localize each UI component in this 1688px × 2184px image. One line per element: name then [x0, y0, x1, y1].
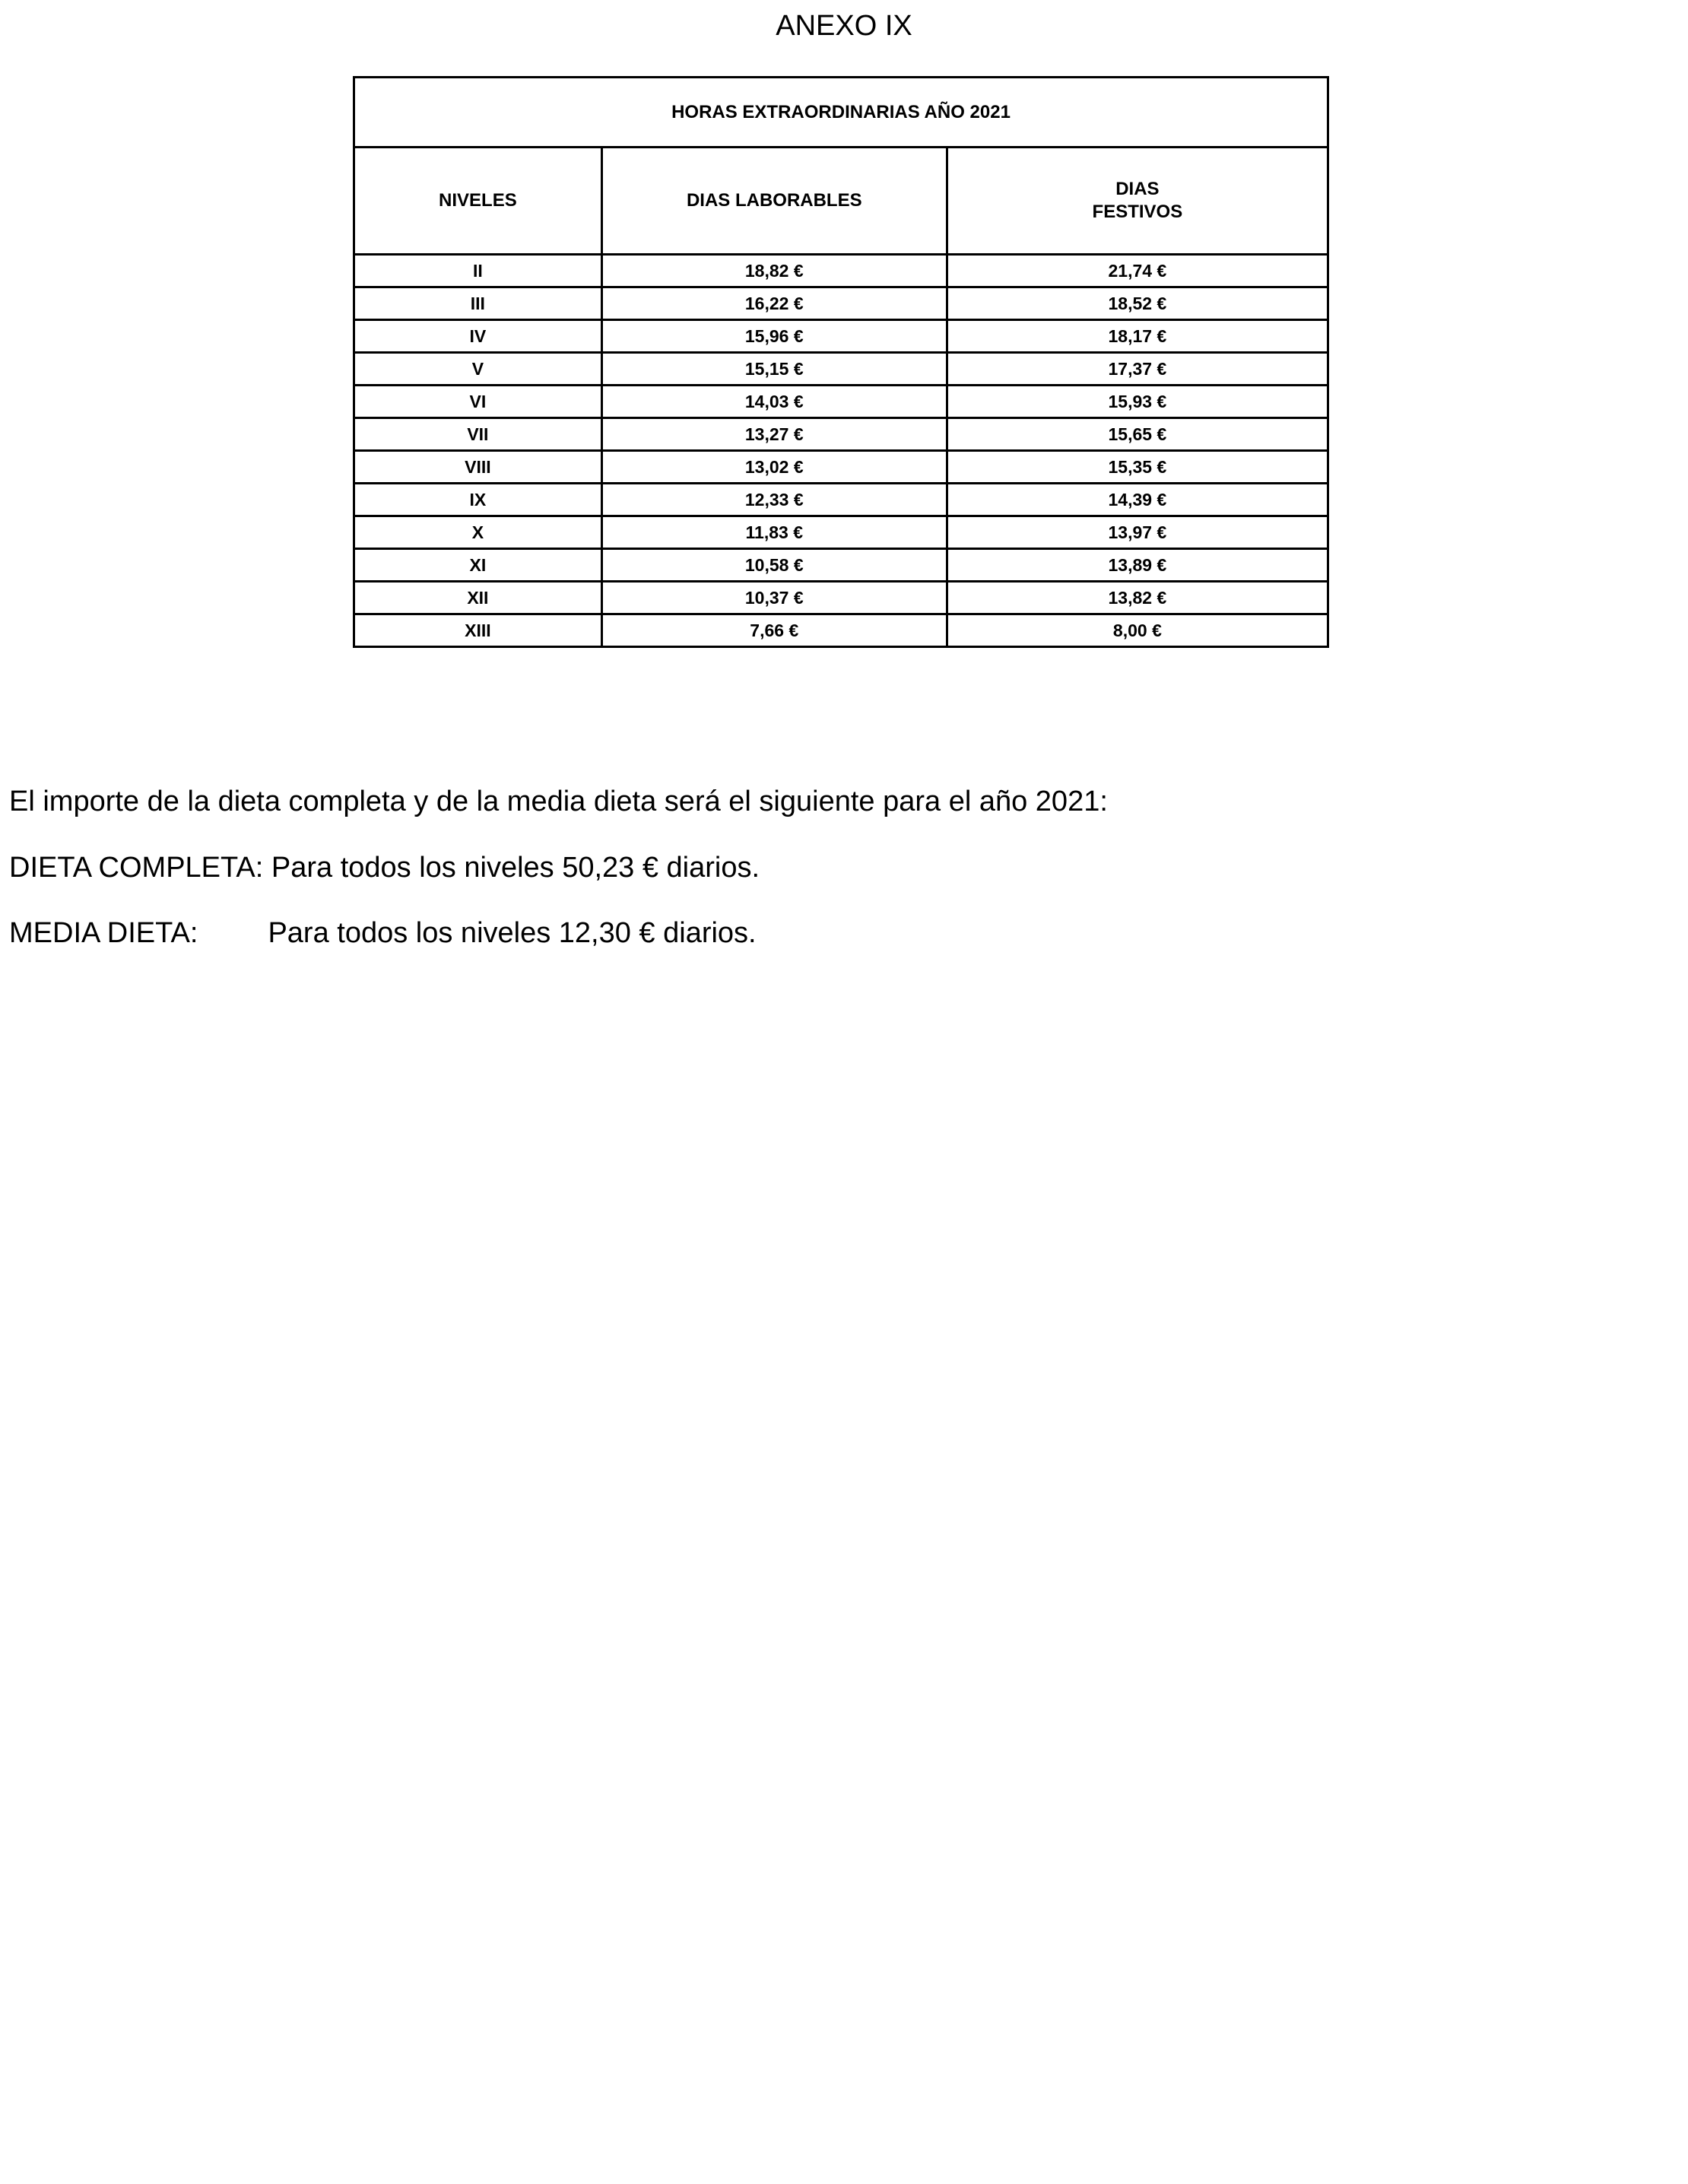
- overtime-rates-table: [353, 76, 1329, 648]
- media-dieta-label: MEDIA DIETA:: [9, 917, 198, 949]
- cell-nivel: VIII: [354, 451, 602, 484]
- cell-festivos: 8,00 €: [947, 614, 1328, 647]
- cell-laborables: 10,58 €: [601, 549, 947, 582]
- table-caption-row: [354, 78, 1328, 148]
- cell-nivel: II: [354, 255, 602, 287]
- cell-laborables: 11,83 €: [601, 516, 947, 549]
- annex-title: ANEXO IX: [776, 10, 912, 42]
- cell-festivos: 14,39 €: [947, 484, 1328, 516]
- cell-festivos: 15,65 €: [947, 418, 1328, 451]
- table-row: [354, 451, 1328, 484]
- header-dias-festivos: [947, 148, 1328, 255]
- cell-nivel: III: [354, 287, 602, 320]
- table-row: [354, 386, 1328, 418]
- cell-nivel: XI: [354, 549, 602, 582]
- table-row: [354, 255, 1328, 287]
- table-row: [354, 516, 1328, 549]
- cell-festivos: 18,52 €: [947, 287, 1328, 320]
- cell-laborables: 10,37 €: [601, 582, 947, 614]
- cell-laborables: 13,27 €: [601, 418, 947, 451]
- table-header-row: [354, 148, 1328, 255]
- cell-laborables: 12,33 €: [601, 484, 947, 516]
- cell-festivos: 15,93 €: [947, 386, 1328, 418]
- cell-festivos: 17,37 €: [947, 353, 1328, 386]
- cell-laborables: 16,22 €: [601, 287, 947, 320]
- cell-festivos: 13,97 €: [947, 516, 1328, 549]
- cell-laborables: 15,15 €: [601, 353, 947, 386]
- cell-nivel: VII: [354, 418, 602, 451]
- table-row: [354, 614, 1328, 647]
- table-row: [354, 320, 1328, 353]
- cell-festivos: 21,74 €: [947, 255, 1328, 287]
- table-body: [354, 255, 1328, 647]
- cell-festivos: 18,17 €: [947, 320, 1328, 353]
- cell-laborables: 15,96 €: [601, 320, 947, 353]
- cell-nivel: IV: [354, 320, 602, 353]
- table-row: [354, 484, 1328, 516]
- cell-laborables: 18,82 €: [601, 255, 947, 287]
- cell-festivos: 15,35 €: [947, 451, 1328, 484]
- table-row: [354, 287, 1328, 320]
- cell-laborables: 14,03 €: [601, 386, 947, 418]
- media-dieta-text: Para todos los niveles 12,30 € diarios.: [268, 917, 757, 949]
- cell-nivel: X: [354, 516, 602, 549]
- dieta-intro-paragraph: El importe de la dieta completa y de la media dieta será el siguiente para el año 2021:: [9, 786, 1108, 817]
- header-festivos-line2: FESTIVOS: [1092, 202, 1183, 222]
- header-dias-laborables: DIAS LABORABLES: [601, 148, 947, 255]
- cell-nivel: XIII: [354, 614, 602, 647]
- table-row: [354, 353, 1328, 386]
- table-row: [354, 549, 1328, 582]
- cell-nivel: VI: [354, 386, 602, 418]
- media-dieta-line: [9, 916, 757, 950]
- dieta-completa-text: Para todos los niveles 50,23 € diarios.: [271, 852, 760, 884]
- table-row: [354, 582, 1328, 614]
- table-row: [354, 418, 1328, 451]
- cell-laborables: 13,02 €: [601, 451, 947, 484]
- dieta-completa-line: [9, 851, 760, 884]
- cell-nivel: V: [354, 353, 602, 386]
- cell-festivos: 13,82 €: [947, 582, 1328, 614]
- cell-festivos: 13,89 €: [947, 549, 1328, 582]
- header-festivos-line1: DIAS: [1115, 179, 1160, 199]
- header-niveles: NIVELES: [354, 148, 602, 255]
- cell-nivel: XII: [354, 582, 602, 614]
- dieta-completa-label: DIETA COMPLETA:: [9, 852, 264, 884]
- cell-nivel: IX: [354, 484, 602, 516]
- cell-laborables: 7,66 €: [601, 614, 947, 647]
- table-caption: HORAS EXTRAORDINARIAS AÑO 2021: [354, 78, 1328, 148]
